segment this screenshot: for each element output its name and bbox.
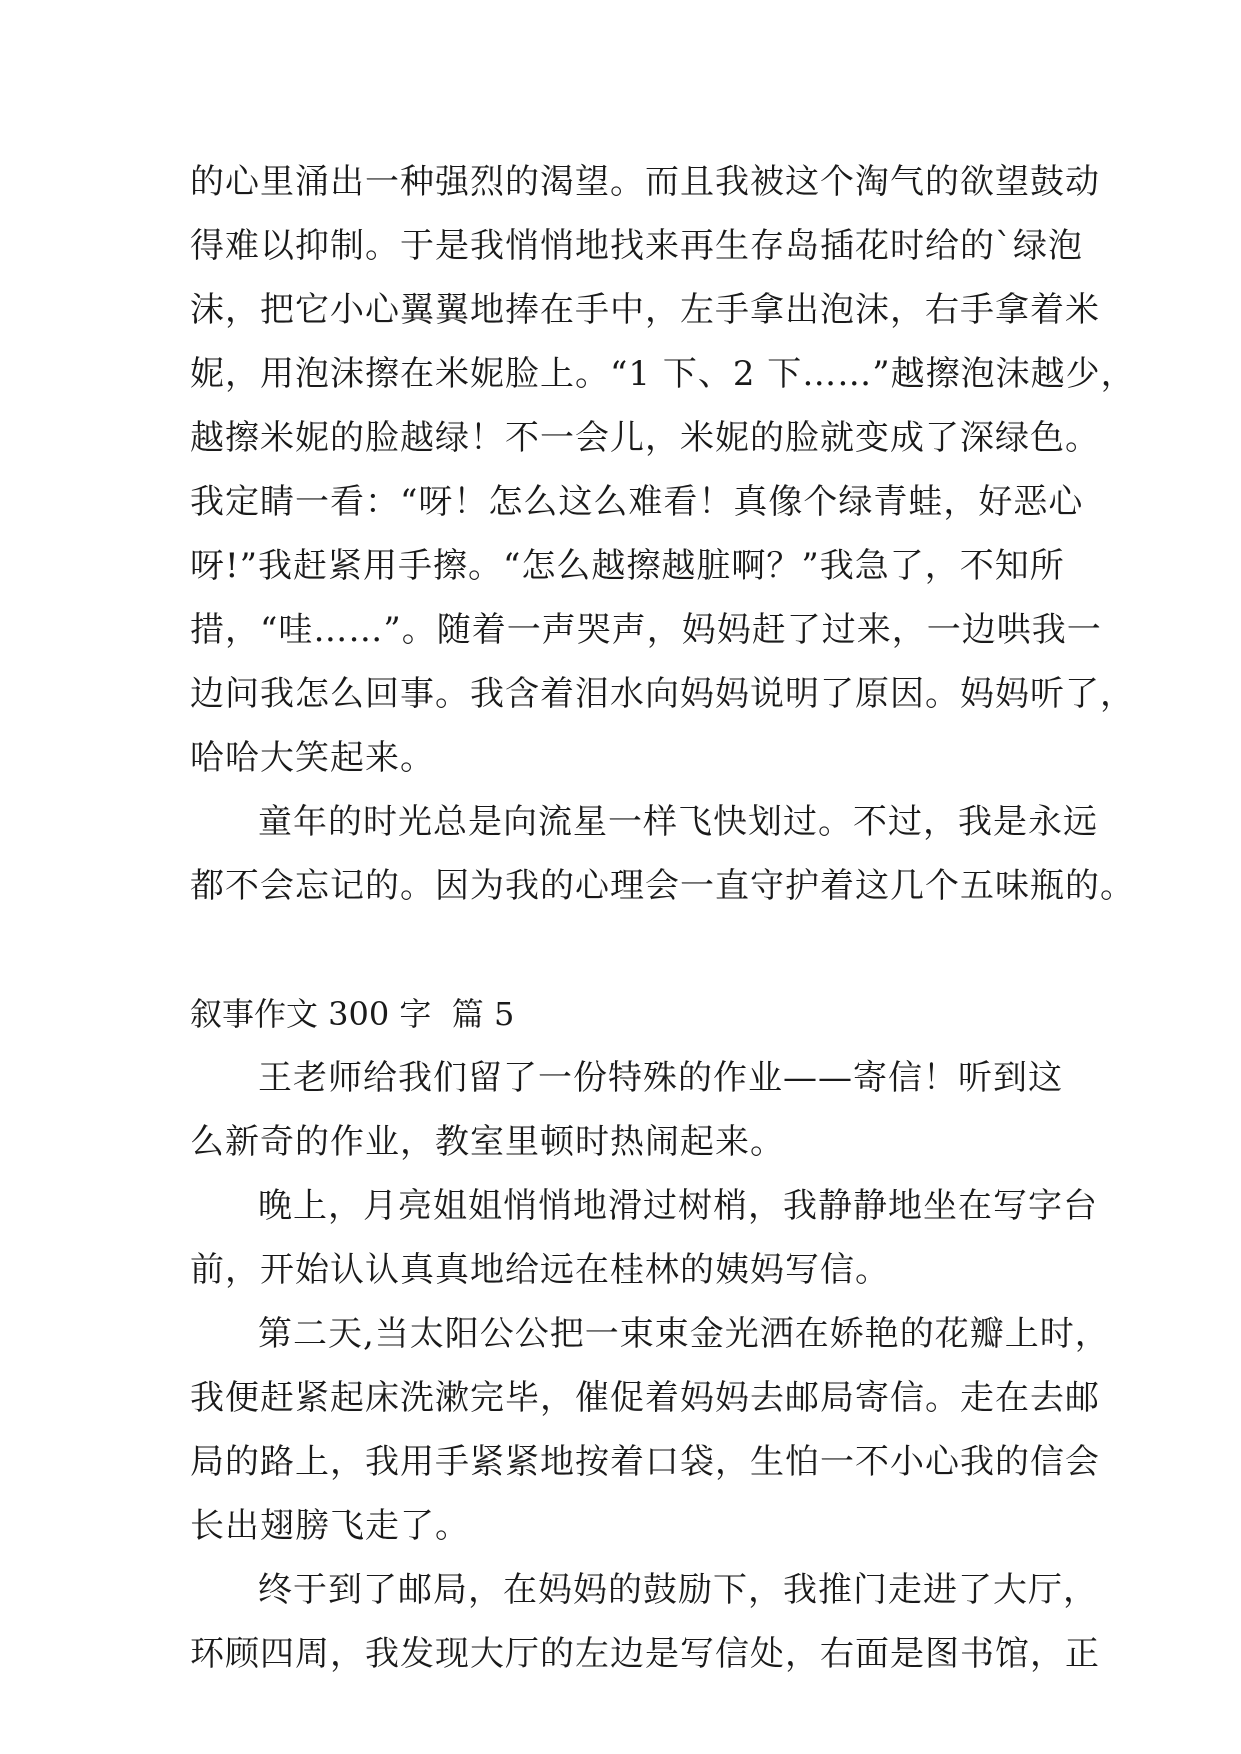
paragraph-4: [190, 1558, 1100, 1686]
text-line: 沫，把它小心翼翼地捧在手中，左手拿出泡沫，右手拿着米: [190, 290, 1100, 330]
text-line: 局的路上，我用手紧紧地按着口袋，生怕一不小心我的信会: [190, 1442, 1100, 1482]
text-line: 都不会忘记的。因为我的心理会一直守护着这几个五味瓶的。: [190, 866, 1135, 906]
paragraph-3: [190, 1302, 1110, 1558]
section-title: 叙事作文 300 字 篇 5: [190, 995, 515, 1033]
text-line: 晚上，月亮姐姐悄悄地滑过树梢，我静静地坐在写字台: [258, 1186, 1098, 1226]
text-line: 妮，用泡沫擦在米妮脸上。“1 下、2 下……”越擦泡沫越少，: [190, 354, 1136, 394]
document-page: [190, 150, 1136, 1686]
text-line: 得难以抑制。于是我悄悄地找来再生存岛插花时给的`绿泡: [190, 226, 1083, 266]
text-line: 我定睛一看：“呀！怎么这么难看！真像个绿青蛙，好恶心: [190, 482, 1084, 522]
text-line: 王老师给我们留了一份特殊的作业——寄信！听到这: [258, 1058, 1063, 1098]
paragraph-2: [190, 1174, 1098, 1302]
text-line: 边问我怎么回事。我含着泪水向妈妈说明了原因。妈妈听了，: [190, 674, 1135, 714]
text-line: 越擦米妮的脸越绿！不一会儿，米妮的脸就变成了深绿色。: [190, 418, 1100, 458]
text-line: 么新奇的作业，教室里顿时热闹起来。: [190, 1122, 785, 1162]
text-line: 措，“哇……”。随着一声哭声，妈妈赶了过来，一边哄我一: [190, 610, 1102, 650]
paragraph-conclusion: [190, 790, 1135, 918]
text-line: 环顾四周，我发现大厅的左边是写信处，右面是图书馆，正: [190, 1634, 1100, 1674]
text-line: 前，开始认认真真地给远在桂林的姨妈写信。: [190, 1250, 890, 1290]
paragraph-story-ending: [190, 150, 1136, 790]
text-line: 呀!”我赶紧用手擦。“怎么越擦越脏啊？”我急了，不知所: [190, 546, 1065, 586]
text-line: 我便赶紧起床洗漱完毕，催促着妈妈去邮局寄信。走在去邮: [190, 1378, 1100, 1418]
text-line: 的心里涌出一种强烈的渴望。而且我被这个淘气的欲望鼓动: [190, 162, 1100, 202]
text-line: 哈哈大笑起来。: [190, 738, 435, 778]
text-line: 第二天,当太阳公公把一束束金光洒在娇艳的花瓣上时，: [258, 1314, 1110, 1354]
text-line: 长出翅膀飞走了。: [190, 1506, 470, 1546]
text-line: 终于到了邮局，在妈妈的鼓励下，我推门走进了大厅，: [258, 1570, 1098, 1610]
paragraph-1: [190, 1046, 1063, 1174]
text-line: 童年的时光总是向流星一样飞快划过。不过，我是永远: [258, 802, 1098, 842]
